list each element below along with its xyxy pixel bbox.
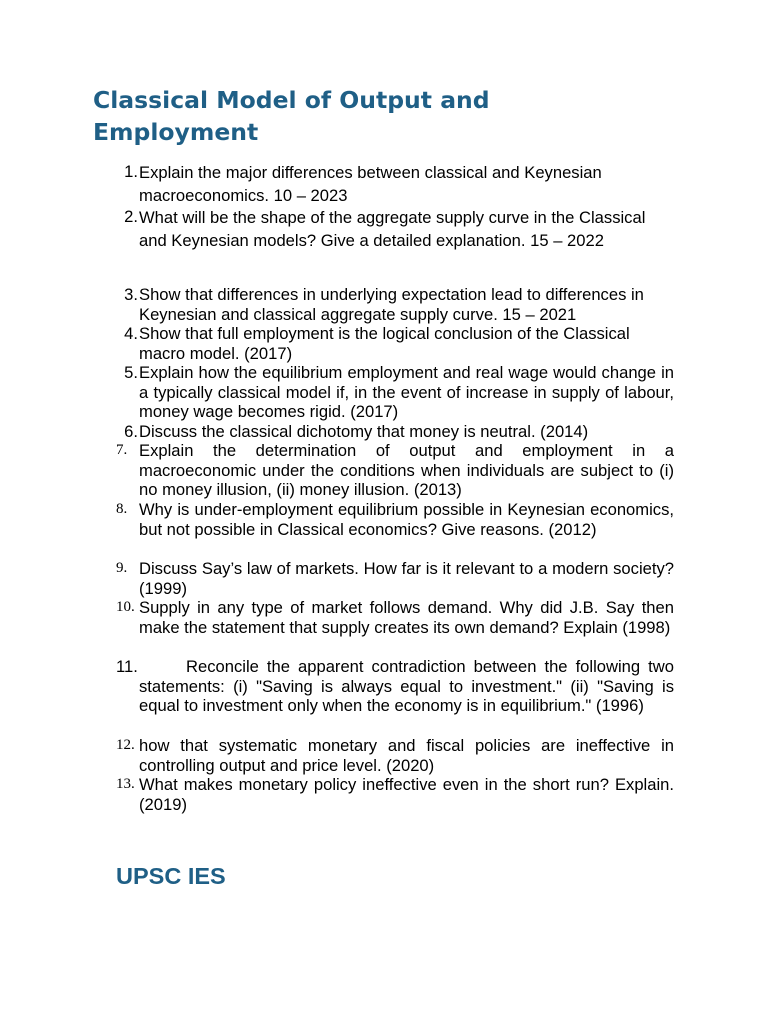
question-number: 1. [124, 162, 138, 181]
question-text: Discuss the classical dichotomy that money is neutral. (2014) [139, 422, 589, 441]
question-item [116, 500, 674, 539]
question-text: Explain the determination of output and employment in a macroeconomic under the conditions when individuals are subject to (i) no money illusion, (ii) money illusion. (2013) [139, 441, 674, 500]
question-item [116, 207, 674, 252]
question-number: 11. [116, 657, 138, 676]
question-item [116, 736, 674, 775]
question-text: Explain the major differences between classical and Keynesian macroeconomics. 10 – 2023 [139, 163, 602, 205]
question-number: 4. [124, 324, 138, 343]
question-number: 6. [124, 422, 138, 441]
question-item [116, 285, 674, 324]
question-number: 7. [116, 442, 128, 458]
question-text: What makes monetary policy ineffective even in the short run? Explain. (2019) [139, 775, 674, 814]
question-number: 5. [124, 363, 138, 382]
question-text [139, 657, 674, 716]
question-text: Supply in any type of market follows demand. Why did J.B. Say then make the statement that supply creates its own demand? Explain (1998) [139, 598, 674, 637]
question-number: 9. [116, 560, 128, 576]
question-number: 13. [116, 776, 135, 792]
question-number: 10. [116, 599, 135, 615]
question-item [116, 324, 674, 363]
question-item [116, 657, 674, 716]
question-text: Show that full employment is the logical conclusion of the Classical macro model. (2017) [139, 324, 630, 363]
question-number: 2. [124, 207, 138, 226]
question-number: 8. [116, 501, 128, 517]
question-text: What will be the shape of the aggregate supply curve in the Classical and Keynesian models? Give a detailed explanation. 15 – 2022 [139, 208, 646, 250]
question-item [116, 598, 674, 637]
question-text: Explain how the equilibrium employment and real wage would change in a typically classical model if, in the event of increase in supply of labour, money wage becomes rigid. (2017) [139, 363, 674, 422]
question-number: 12. [116, 737, 135, 753]
section-heading: UPSC IES [116, 863, 226, 889]
question-item [116, 363, 674, 422]
question-text: Why is under-employment equilibrium possible in Keynesian economics, but not possible in Classical economics? Give reasons. (2012) [139, 500, 674, 539]
question-item [116, 162, 674, 207]
question-number: 3. [124, 285, 138, 304]
question-item [116, 559, 674, 598]
question-text: Discuss Say’s law of markets. How far is it relevant to a modern society? (1999) [139, 559, 674, 598]
question-item [116, 775, 674, 814]
question-item [116, 422, 674, 442]
question-item [116, 441, 674, 500]
page-title: Classical Model of Output and Employment [93, 86, 490, 146]
question-text-content: Reconcile the apparent contradiction between the following two statements: (i) "Saving is always equal to investment." (ii) "Saving is equal to investment only when the economy is in equilibrium." (1996) [139, 657, 674, 716]
question-text: how that systematic monetary and fiscal policies are ineffective in controlling output and price level. (2020) [139, 736, 674, 775]
question-text: Show that differences in underlying expectation lead to differences in Keynesian and classical aggregate supply curve. 15 – 2021 [139, 285, 644, 324]
